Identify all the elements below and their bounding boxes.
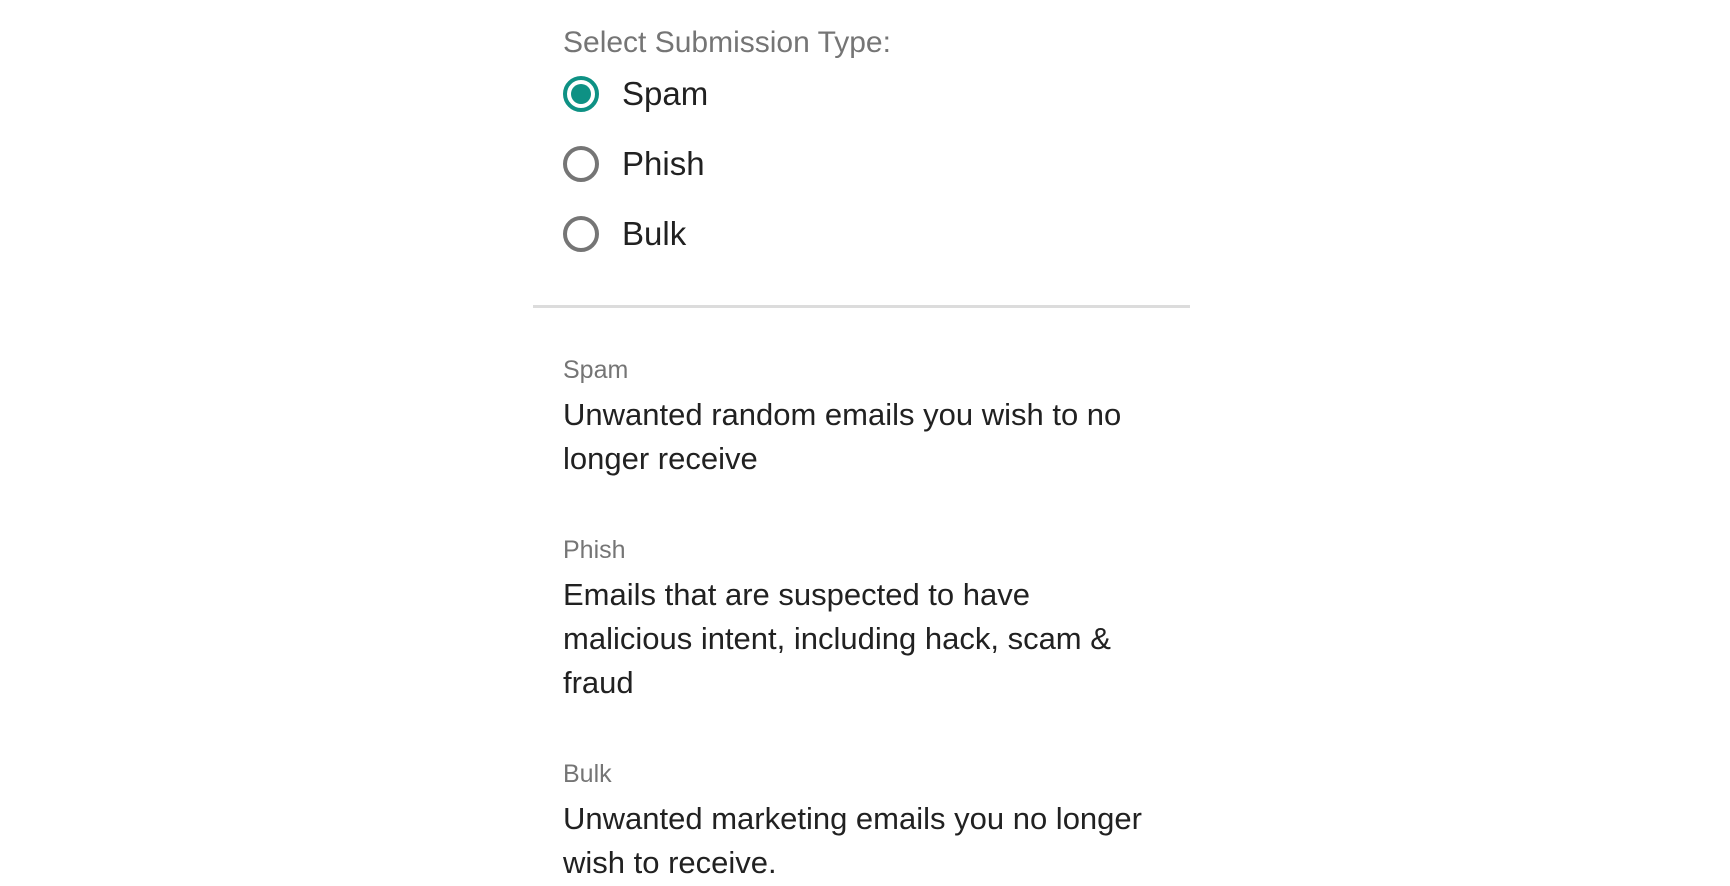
section-divider: [533, 305, 1190, 308]
description-phish: [563, 535, 1160, 705]
description-line: malicious intent, including hack, scam &: [563, 621, 1111, 656]
radio-dot-icon: [571, 84, 591, 104]
description-bulk: [563, 759, 1160, 885]
description-spam: [563, 355, 1160, 481]
description-body-bulk: [563, 797, 1160, 885]
description-title-phish: Phish: [563, 536, 626, 564]
radio-option-phish[interactable]: [563, 146, 1190, 182]
radio-label-spam: Spam: [622, 75, 709, 112]
description-title-bulk: Bulk: [563, 760, 612, 788]
radio-button-phish-icon[interactable]: [563, 146, 599, 182]
radio-label-phish: Phish: [622, 145, 705, 182]
description-line: Unwanted marketing emails you no longer: [563, 801, 1142, 836]
description-title-spam: Spam: [563, 356, 629, 384]
radio-option-bulk[interactable]: [563, 216, 1190, 252]
description-body-phish: [563, 573, 1160, 705]
description-body-spam: [563, 393, 1160, 481]
radio-dot-icon: [571, 224, 591, 244]
radio-button-bulk-icon[interactable]: [563, 216, 599, 252]
radio-dot-icon: [571, 154, 591, 174]
description-line: Emails that are suspected to have: [563, 577, 1030, 612]
submission-type-prompt: Select Submission Type:: [563, 26, 891, 59]
radio-option-spam[interactable]: [563, 76, 1190, 112]
radio-label-bulk: Bulk: [622, 215, 687, 252]
radio-button-spam-selected-icon[interactable]: [563, 76, 599, 112]
submission-type-panel: [533, 0, 1190, 885]
description-line: fraud: [563, 665, 634, 700]
description-line: longer receive: [563, 441, 758, 476]
description-line: wish to receive.: [563, 845, 777, 880]
description-line: Unwanted random emails you wish to no: [563, 397, 1122, 432]
submission-type-radio-group: [563, 76, 1190, 252]
